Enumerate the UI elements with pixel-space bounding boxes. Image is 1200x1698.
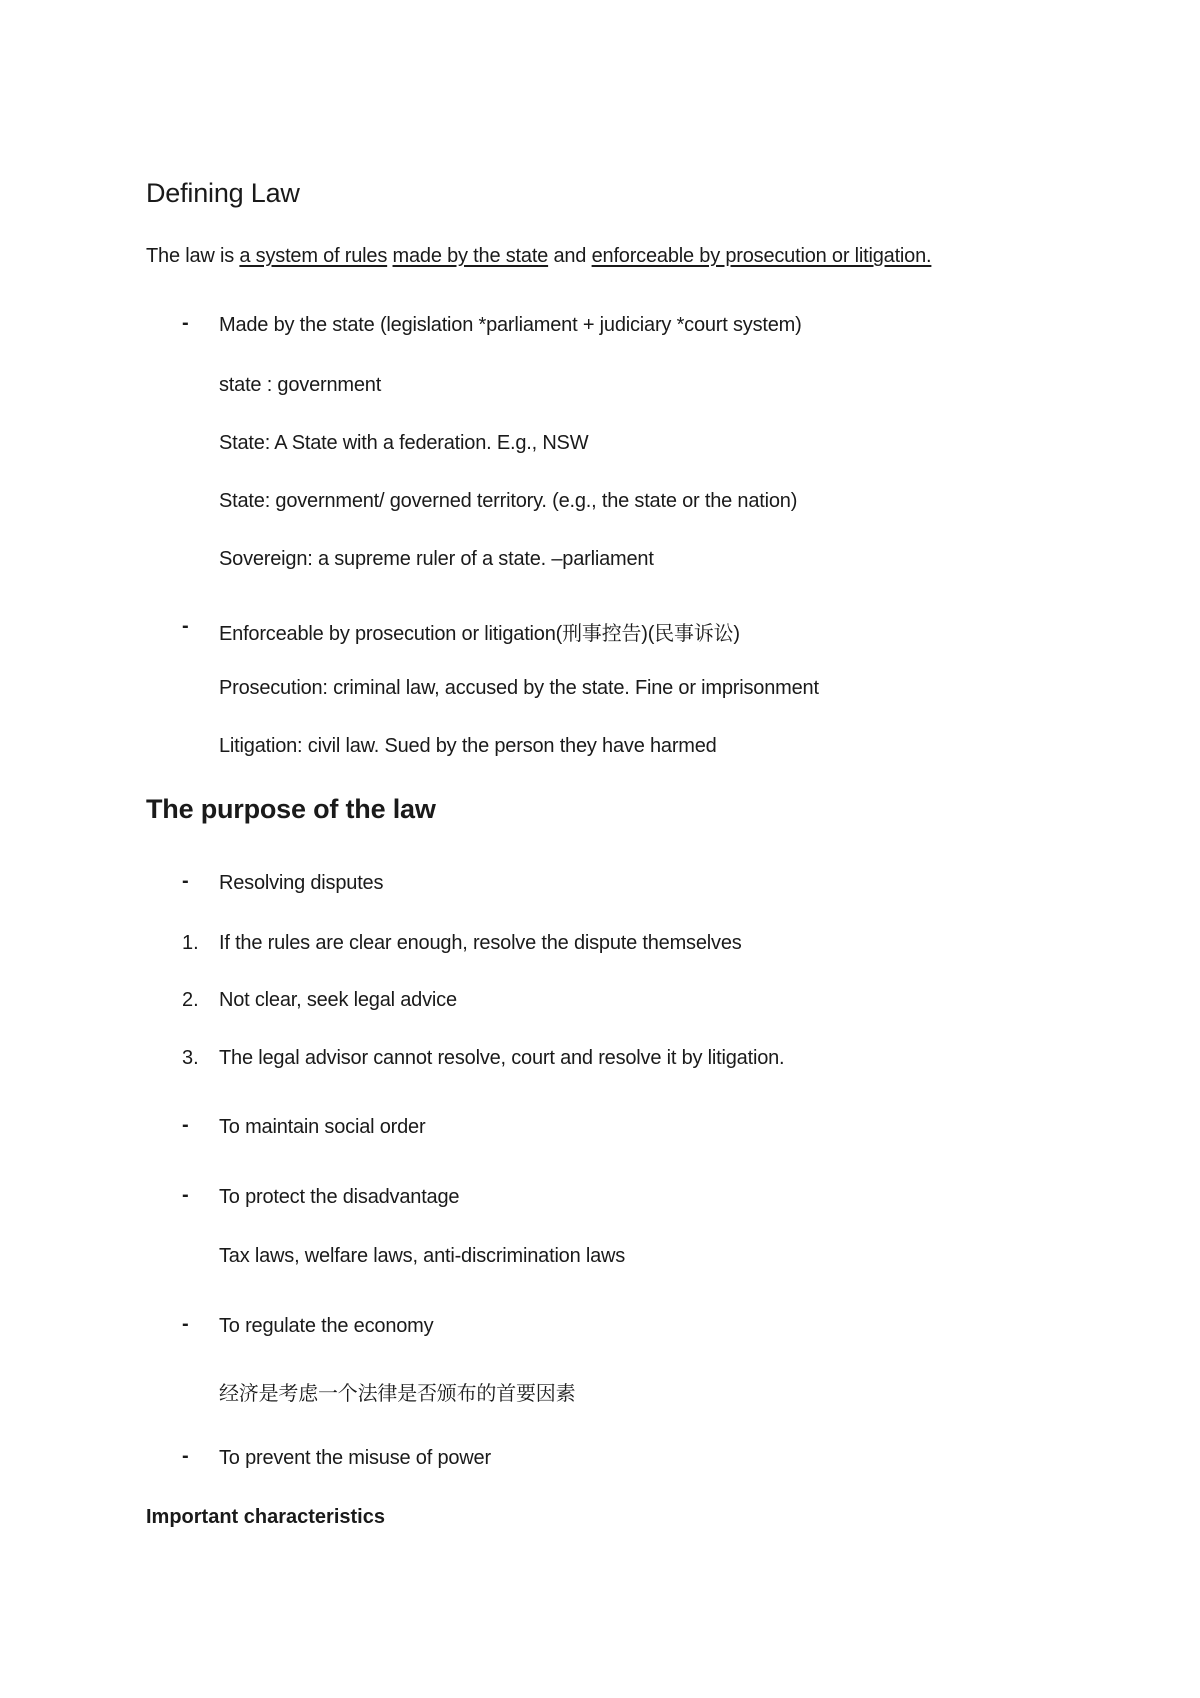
- definition-underline-enforceable: enforceable by prosecution or litigation.: [591, 245, 932, 267]
- definition-paragraph: [146, 245, 931, 268]
- definition-underline-system: a system of rules: [239, 245, 388, 267]
- step-text-2: Not clear, seek legal advice: [219, 989, 457, 1011]
- bullet-dash-economy: -: [182, 1313, 189, 1335]
- definition-prefix: The law is: [146, 245, 240, 267]
- bullet-dash-made: -: [182, 312, 189, 334]
- sub-item-tax-laws: Tax laws, welfare laws, anti-discrimination laws: [219, 1245, 626, 1267]
- step-text-1: If the rules are clear enough, resolve the dispute themselves: [219, 932, 742, 954]
- bullet-dash-social: -: [182, 1114, 189, 1136]
- bullet-dash-enforce: -: [182, 615, 189, 637]
- bullet-resolving-disputes: Resolving disputes: [219, 872, 384, 894]
- bullet-dash-power: -: [182, 1445, 189, 1467]
- sub-item-state-government: state : government: [219, 374, 382, 396]
- bullet-dash-protect: -: [182, 1184, 189, 1206]
- sub-item-litigation: Litigation: civil law. Sued by the person they have harmed: [219, 735, 717, 757]
- bullet-dash-resolving: -: [182, 870, 189, 892]
- sub-item-state-federation: State: A State with a federation. E.g., NSW: [219, 432, 589, 454]
- sub-item-prosecution: Prosecution: criminal law, accused by the state. Fine or imprisonment: [219, 677, 819, 699]
- definition-underline-made: made by the state: [392, 245, 549, 267]
- section-title-purpose: The purpose of the law: [146, 794, 436, 824]
- step-text-3: The legal advisor cannot resolve, court and resolve it by litigation.: [219, 1047, 785, 1069]
- step-number-3: 3.: [182, 1047, 199, 1069]
- sub-item-state-territory: State: government/ governed territory. (e.g., the state or the nation): [219, 490, 798, 512]
- bullet-made-by-state: Made by the state (legislation *parliament + judiciary *court system): [219, 314, 802, 336]
- step-number-1: 1.: [182, 932, 199, 954]
- sub-item-economy-chinese: 经济是考虑一个法律是否颁布的首要因素: [219, 1383, 576, 1405]
- bullet-regulate-economy: To regulate the economy: [219, 1315, 434, 1337]
- step-number-2: 2.: [182, 989, 199, 1011]
- sub-item-sovereign: Sovereign: a supreme ruler of a state. –parliament: [219, 548, 654, 570]
- bullet-social-order: To maintain social order: [219, 1116, 426, 1138]
- section-title-defining-law: Defining Law: [146, 178, 300, 208]
- bullet-prevent-misuse: To prevent the misuse of power: [219, 1447, 491, 1469]
- definition-middle: and: [548, 245, 592, 267]
- bullet-enforceable: Enforceable by prosecution or litigation(刑事控告)(民事诉讼): [219, 623, 740, 645]
- bullet-protect-disadvantage: To protect the disadvantage: [219, 1186, 460, 1208]
- section-title-important-characteristics: Important characteristics: [146, 1506, 385, 1528]
